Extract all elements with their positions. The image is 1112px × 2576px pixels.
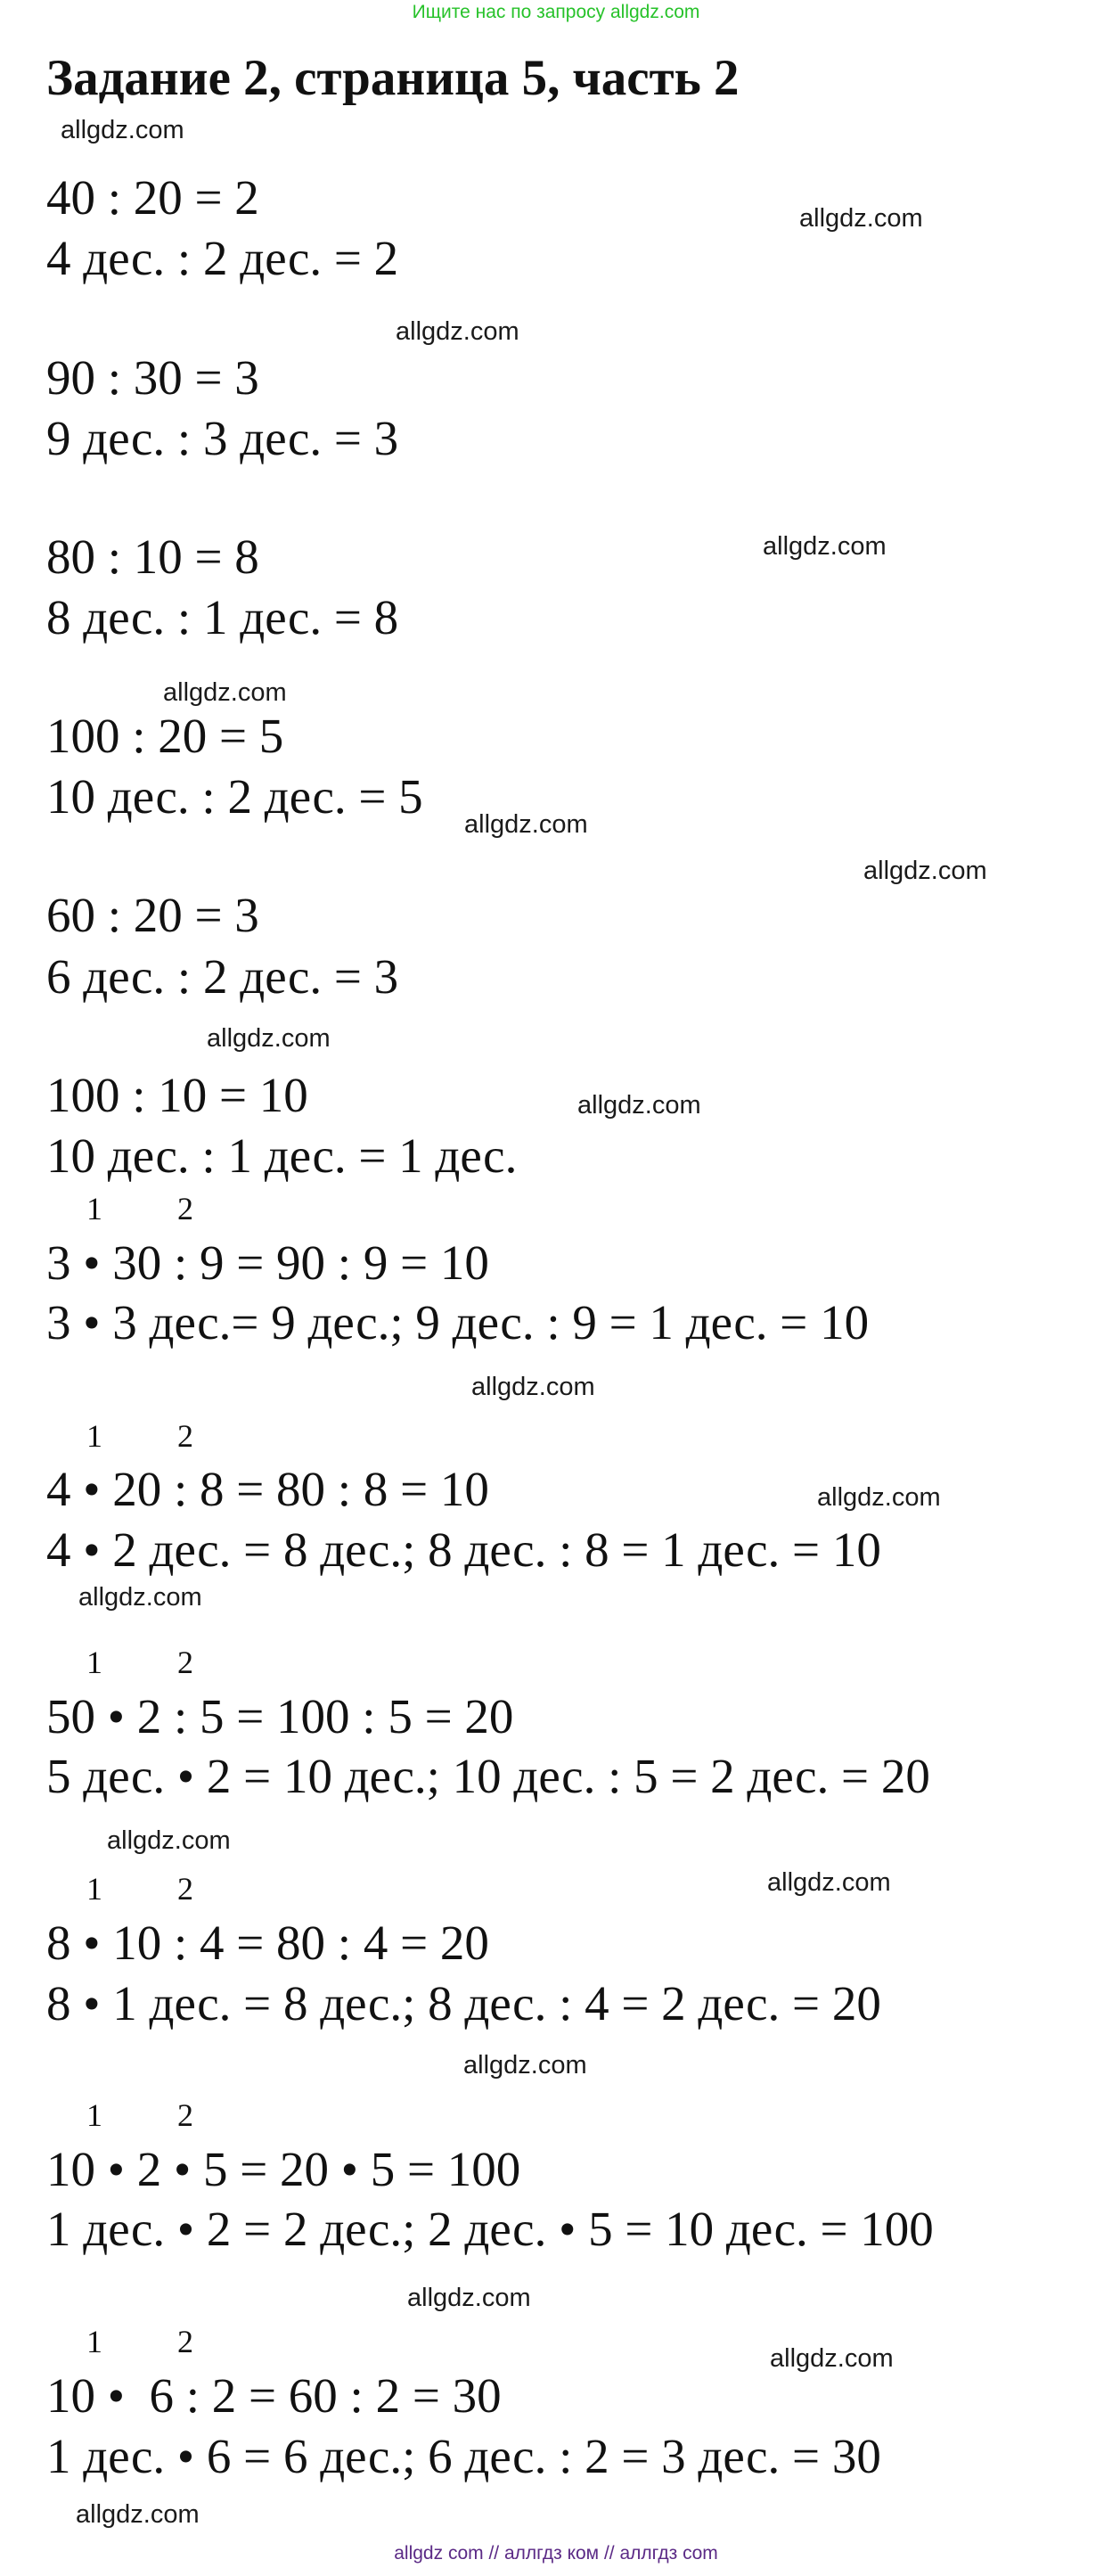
- equation-line: 100 : 10 = 10: [46, 1068, 308, 1122]
- watermark: allgdz.com: [799, 204, 923, 233]
- watermark: allgdz.com: [396, 317, 519, 346]
- order-mark: 2: [177, 2097, 193, 2133]
- order-mark: 1: [86, 1418, 102, 1454]
- page-title: Задание 2, страница 5, часть 2: [46, 50, 740, 106]
- watermark: allgdz.com: [817, 1483, 941, 1512]
- watermark: allgdz.com: [767, 1868, 891, 1897]
- order-mark: 1: [86, 2324, 102, 2359]
- order-mark: 1: [86, 1871, 102, 1907]
- equation-line: 50 • 2 : 5 = 100 : 5 = 20: [46, 1689, 514, 1743]
- equation-line: 10 • 2 • 5 = 20 • 5 = 100: [46, 2142, 521, 2196]
- top-banner: Ищите нас по запросу allgdz.com: [412, 2, 700, 22]
- equation-line: 3 • 30 : 9 = 90 : 9 = 10: [46, 1235, 489, 1290]
- equation-line: 5 дес. • 2 = 10 дес.; 10 дес. : 5 = 2 дес. = 20: [46, 1749, 930, 1803]
- equation-line: 4 • 20 : 8 = 80 : 8 = 10: [46, 1462, 489, 1516]
- equation-line: 10 дес. : 1 дес. = 1 дес.: [46, 1128, 518, 1183]
- equation-line: 4 • 2 дес. = 8 дес.; 8 дес. : 8 = 1 дес. = 10: [46, 1522, 881, 1577]
- order-mark: 2: [177, 1871, 193, 1907]
- footer-links: allgdz com // аллгдз ком // аллгдз com: [394, 2543, 718, 2564]
- watermark: allgdz.com: [107, 1826, 231, 1855]
- order-mark: 1: [86, 2097, 102, 2133]
- watermark: allgdz.com: [863, 857, 987, 885]
- watermark: allgdz.com: [770, 2344, 894, 2373]
- equation-line: 80 : 10 = 8: [46, 529, 259, 584]
- watermark: allgdz.com: [61, 116, 184, 144]
- watermark: allgdz.com: [76, 2500, 200, 2529]
- equation-line: 100 : 20 = 5: [46, 709, 284, 763]
- watermark: allgdz.com: [464, 810, 588, 839]
- equation-line: 10 дес. : 2 дес. = 5: [46, 769, 423, 824]
- watermark: allgdz.com: [207, 1024, 331, 1053]
- equation-line: 8 • 10 : 4 = 80 : 4 = 20: [46, 1916, 489, 1970]
- equation-line: 8 • 1 дес. = 8 дес.; 8 дес. : 4 = 2 дес. = 20: [46, 1976, 881, 2030]
- equation-line: 4 дес. : 2 дес. = 2: [46, 231, 399, 285]
- order-mark: 2: [177, 2324, 193, 2359]
- equation-line: 9 дес. : 3 дес. = 3: [46, 411, 399, 465]
- watermark: allgdz.com: [577, 1091, 701, 1120]
- watermark: allgdz.com: [763, 532, 887, 561]
- order-mark: 1: [86, 1645, 102, 1680]
- equation-line: 6 дес. : 2 дес. = 3: [46, 949, 399, 1004]
- equation-line: 40 : 20 = 2: [46, 170, 259, 225]
- equation-line: 8 дес. : 1 дес. = 8: [46, 590, 399, 644]
- equation-line: 1 дес. • 2 = 2 дес.; 2 дес. • 5 = 10 дес. = 100: [46, 2202, 934, 2256]
- order-mark: 2: [177, 1418, 193, 1454]
- watermark: allgdz.com: [407, 2284, 531, 2312]
- equation-line: 10 • 6 : 2 = 60 : 2 = 30: [46, 2368, 502, 2423]
- watermark: allgdz.com: [471, 1373, 595, 1401]
- equation-line: 3 • 3 дес.= 9 дес.; 9 дес. : 9 = 1 дес. = 10: [46, 1295, 870, 1350]
- watermark: allgdz.com: [78, 1583, 202, 1612]
- watermark: allgdz.com: [463, 2051, 587, 2080]
- equation-line: 1 дес. • 6 = 6 дес.; 6 дес. : 2 = 3 дес. = 30: [46, 2429, 881, 2483]
- order-mark: 1: [86, 1191, 102, 1226]
- order-mark: 2: [177, 1645, 193, 1680]
- equation-line: 60 : 20 = 3: [46, 888, 259, 942]
- order-mark: 2: [177, 1191, 193, 1226]
- equation-line: 90 : 30 = 3: [46, 350, 259, 405]
- watermark: allgdz.com: [163, 678, 287, 707]
